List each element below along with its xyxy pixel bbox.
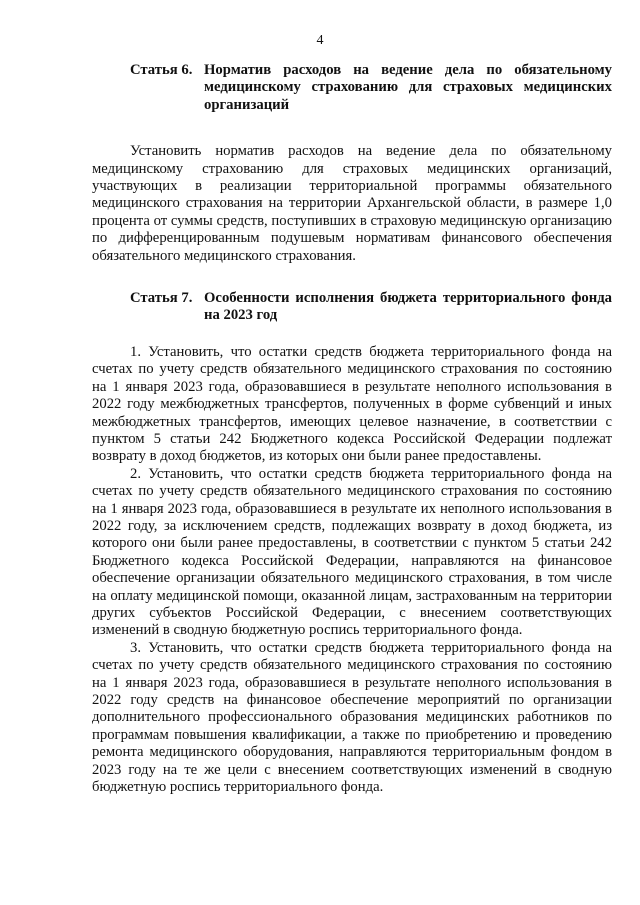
article-7-paragraph-2: 2. Установить, что остатки средств бюджета территориального фонда на счетах по учету средств обязательного медицинского страхования по состоянию на 1 января 2023 года, образовавшиеся в результате их неполного использования в 2022 году, за исключением средств, подлежащих возврату в доход бюджета, из которого они были ранее предоставлены, в соответствии с пунктом 5 статьи 242 Бюджетного кодекса Российской Федерации, направляются на финансовое обеспечение организации обязательного медицинского страхования, в том числе на оплату медицинской помощи, оказанной лицам, застрахованным на территории других субъектов Российской Федерации, с внесением соответствующих изменений в сводную бюджетную роспись территориального фонда. [92, 465, 612, 639]
article-6-title: Норматив расходов на ведение дела по обязательному медицинскому страхованию для страховых медицинских организаций [204, 62, 612, 113]
article-6-paragraph-1: Установить норматив расходов на ведение дела по обязательному медицинскому страхованию для страховых медицинских организаций, участвующих в реализации территориальной программы обязательного медицинского страхования на территории Архангельской области, в размере 1,0 процента от суммы средств, поступивших в страховую медицинскую организацию по дифференцированным подушевым нормативам финансового обеспечения обязательного медицинского страхования. [92, 143, 612, 264]
article-7-paragraph-3: 3. Установить, что остатки средств бюджета территориального фонда на счетах по учету средств обязательного медицинского страхования по состоянию на 1 января 2023 года, образовавшиеся в результате неполного использования в 2022 году средств на финансовое обеспечение мероприятий по организации дополнительного профессионального образования медицинских работников по программам повышения квалификации, а также по приобретению и проведению ремонта медицинского оборудования, направляются территориальным фондом в 2023 году на те же цели с внесением соответствующих изменений в сводную бюджетную роспись территориального фонда. [92, 639, 612, 796]
article-7-heading [92, 290, 612, 325]
article-6-number: Статья 6. [130, 62, 193, 78]
article-6-heading [92, 62, 612, 114]
article-7-title: Особенности исполнения бюджета территориального фонда на 2023 год [204, 290, 612, 324]
page-number: 4 [316, 33, 324, 48]
article-7-paragraph-1: 1. Установить, что остатки средств бюджета территориального фонда на счетах по учету средств обязательного медицинского страхования по состоянию на 1 января 2023 года, образовавшиеся в результате неполного использования в 2022 году межбюджетных трансфертов, полученных в форме субвенций и иных межбюджетных трансфертов, имеющих целевое назначение, в соответствии с пунктом 5 статьи 242 Бюджетного кодекса Российской Федерации подлежат возврату в доход бюджетов, из которых они были ранее предоставлены. [92, 343, 612, 465]
document-body [92, 62, 612, 796]
article-7-number: Статья 7. [130, 290, 193, 307]
